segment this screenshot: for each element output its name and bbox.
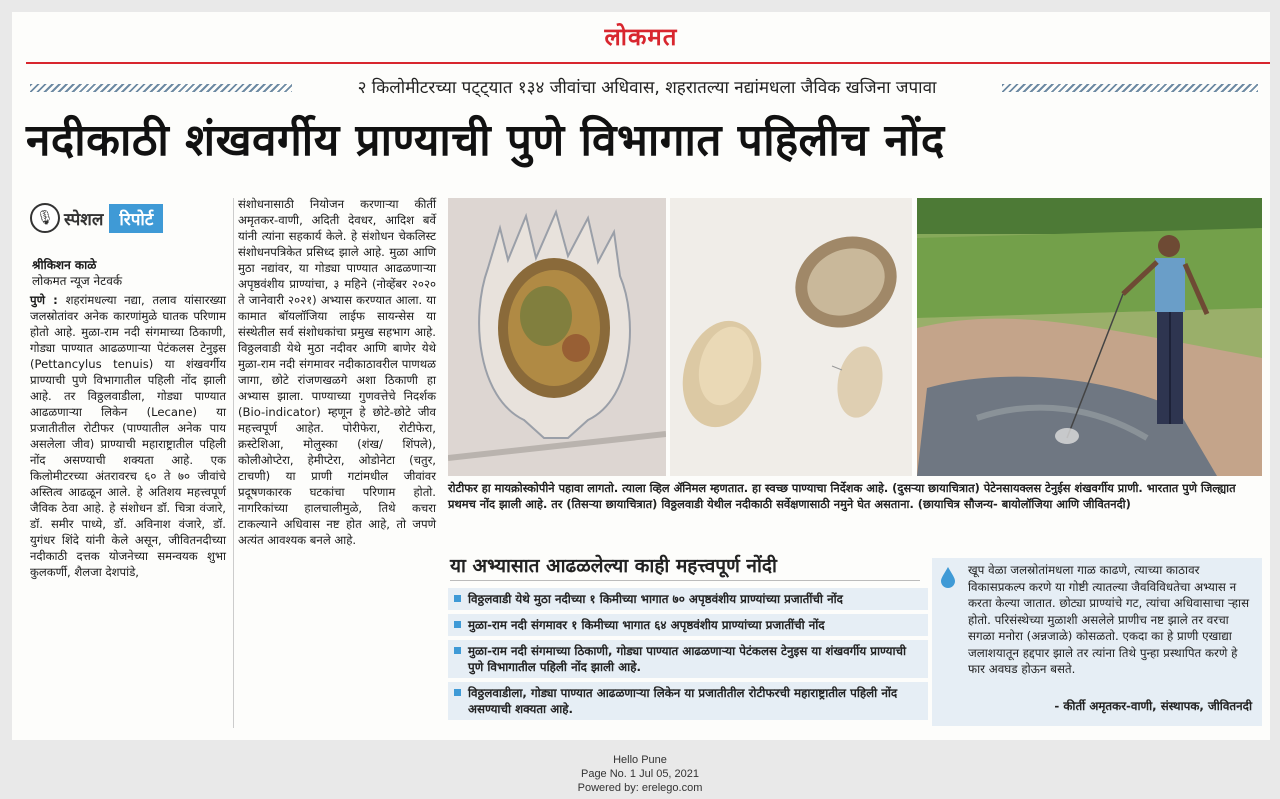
findings-list (448, 588, 928, 724)
special-report-badge (30, 202, 236, 234)
bullet-square-icon (454, 689, 461, 696)
quote-text: खूप वेळा जलस्रोतांमधला गाळ काढणे, त्याच्या काठावर विकासप्रकल्प करणे या गोष्टी त्यातल्या जैवविविधतेचा अभ्यास न करता केल्या जातात. छोट्या प्राण्यांचे गट, त्यांचा अधिवासाचा ऱ्हास होतो. परिसंस्थेच्या मुळाशी असलेले प्राणीच नष्ट झाले तर वरचा सगळा मनोरा (अन्नजाळे) कोसळतो. एकदा का हे प्राणी एखाद्या जलाशयातून हद्दपार झाले तर त्यांना तिथे पुन्हा प्रस्थापित करणे हे फार अवघड होऊन बसते. (968, 563, 1250, 676)
kicker-hatch-right (1002, 84, 1258, 92)
bullet-square-icon (454, 621, 461, 628)
column-divider (233, 198, 234, 728)
byline-agency: लोकमत न्यूज नेटवर्क (32, 274, 123, 288)
bullet-square-icon (454, 647, 461, 654)
footer-powered-by[interactable]: Powered by: erelego.com (577, 782, 703, 794)
kicker-line: २ किलोमीटरच्या पट्ट्यात १३४ जीवांचा अधिवास, शहरातल्या नद्यांमधला जैविक खजिना जपावा (357, 78, 937, 98)
article-text-2: संशोधनासाठी नियोजन करणाऱ्या कीर्ती अमृतकर-वाणी, अदिती देवधर, आदिश बर्वे यांनी त्यांना सहकार्य केले. हे संशोधन चेकलिस्ट संशोधनपत्रिकेत प्रसिध्द झाले आहे. मुळा आणि मुठा नद्यांवर, या गोड्या पाण्यात आढळणाऱ्या अपृष्ठवंशीय प्राण्यांचा, ३ महिने (नोव्हेंबर २०२० ते जानेवारी २०२१) अभ्यास करण्यात आला. या कामात बॉयलॉजिया लाईफ सायन्सेस या संस्थेतील सर्व संशोधकांचा प्रमुख सहभाग आहे. विठ्ठलवाडी येथे मुठा नदीवर आणि बाणेर येथे मुळा-राम नदी संगमावर नदीकाठावरील पाणथळ जागा, छोटे रांजणखळगे अशा ठिकाणी हा अभ्यास झाला. पाण्याच्या गुणवत्तेचे निदर्शक (Bio-indicator) म्हणून हे छोटे-छोटे जीव महत्त्वपूर्ण आहेत. पोरीफेरा, रोटीफेरा, क्रस्टेशिआ, मोलुस्का (शंख/ शिंपले), कोलीओप्टेरा, हेमीप्टेरा, ओडोनेटा (चतुर, टाचणी) या प्राणी गटांमधील जीवांवर प्रदूषणकारक घटकांचा परिणाम होतो. नागरिकांच्या हालचालीमुळे, तिथे कचरा टाकल्याने अधिवास नष्ट होत आहे, तो जपणे अत्यंत आवश्यक बनले आहे. (238, 197, 436, 547)
field-survey-photo (917, 198, 1262, 476)
badge-report-label: रिपोर्ट (109, 204, 163, 233)
newspaper-page (12, 12, 1270, 740)
quote-attribution: - कीर्ती अमृतकर-वाणी, संस्थापक, जीवितनदी (1054, 699, 1252, 713)
findings-item: मुळा-राम नदी संगमावर १ किमीच्या भागात ६४ अपृष्ठवंशीय प्राण्यांच्या प्रजातींची नोंद (448, 614, 928, 636)
quote-box (932, 558, 1262, 726)
article-column-2 (238, 196, 436, 548)
photo-caption: रोटीफर हा मायक्रोस्कोपीने पहावा लागतो. त्याला व्हिल ॲनिमल म्हणतात. हा स्वच्छ पाण्याचा निर्देशक आहे. (दुसऱ्या छायाचित्रात) पेटेनसायक्लस टेनुईस शंखवर्गीय प्राणी. भारतात पुणे जिल्ह्यात प्रथमच नोंद झाली आहे. तर (तिसऱ्या छायाचित्रात) विठ्ठलवाडी येथील नदीकाठी सर्वेक्षणासाठी नमुने घेत असताना. (छायाचित्र सौजन्य- बायोलॉजिया आणि जीवितनदी) (448, 481, 1236, 511)
findings-item: मुळा-राम नदी संगमाच्या ठिकाणी, गोड्या पाण्यात आढळणाऱ्या पेटंकलस टेनुइस या शंखवर्गीय प्राण्याची पुणे विभागातील पहिली नोंद झाली आहे. (448, 640, 928, 678)
footer-page-date: Page No. 1 Jul 05, 2021 (580, 768, 700, 780)
water-drop-icon (940, 566, 956, 588)
badge-special-label: स्पेशल (64, 209, 104, 230)
kicker-hatch-left (30, 84, 292, 92)
snail-shell-photo (670, 198, 912, 476)
findings-item: विठ्ठलवाडीला, गोड्या पाण्यात आढळणाऱ्या लिकेन या प्रजातीतील रोटीफरची महाराष्ट्रातील पहिली नोंद असण्याची शक्यता आहे. (448, 682, 928, 720)
masthead-rule (26, 62, 1270, 64)
bullet-square-icon (454, 595, 461, 602)
findings-title: या अभ्यासात आढळलेल्या काही महत्त्वपूर्ण नोंदी (450, 555, 777, 577)
footer-edition: Hello Pune (613, 754, 667, 766)
article-column-1 (30, 292, 226, 580)
dateline: पुणे : (30, 293, 58, 307)
byline-author: श्रीकिशन काळे (32, 258, 97, 272)
article-text-1: शहरांमधल्या नद्या, तलाव यांसारख्या जलस्रोतांवर अनेक कारणांमुळे घातक परिणाम होतो आहे. मुळा-राम नदी संगमाच्या ठिकाणी, गोड्या पाण्यात आढळणाऱ्या पेटंकलस टेनुइस (Pettancylus tenuis) या शंखवर्गीय प्राण्याची पुणे विभागातील पहिली नोंद झाली आहे. तर विठ्ठलवाडीला, गोड्या पाण्यात आढळणाऱ्या लिकेन (Lecane) या प्रजातीतील रोटीफर (पाण्यातील अनेक पाय असलेला जीव) प्राण्याची महाराष्ट्रातील पहिली नोंद असण्याची शक्यता आहे. एक किलोमीटरच्या अंतरावरच ६० ते ७० जीवांचे अस्तित्व आढळून आले. हे अतिशय महत्त्वपूर्ण जैविक ठेवा आहे. हे संशोधन डॉ. चित्रा वंजारे, डॉ. समीर पाध्ये, डॉ. अविनाश वंजारे, डॉ. युगंधर शिंदे यांनी केले असून, जीवितनदीच्या नदीकाठी दत्तक योजनेच्या समन्वयक शुभा कुलकर्णी, शैलजा देशपांडे, (30, 293, 227, 579)
rotifer-photo (448, 198, 666, 476)
findings-rule (450, 580, 920, 581)
microphone-icon: 🎙 (30, 203, 60, 233)
masthead-logo: लोकमत (604, 23, 678, 51)
headline: नदीकाठी शंखवर्गीय प्राण्याची पुणे विभागात पहिलीच नोंद (26, 115, 945, 166)
findings-item: विठ्ठलवाडी येथे मुठा नदीच्या १ किमीच्या भागात ७० अपृष्ठवंशीय प्राण्यांच्या प्रजातींची नोंद (448, 588, 928, 610)
